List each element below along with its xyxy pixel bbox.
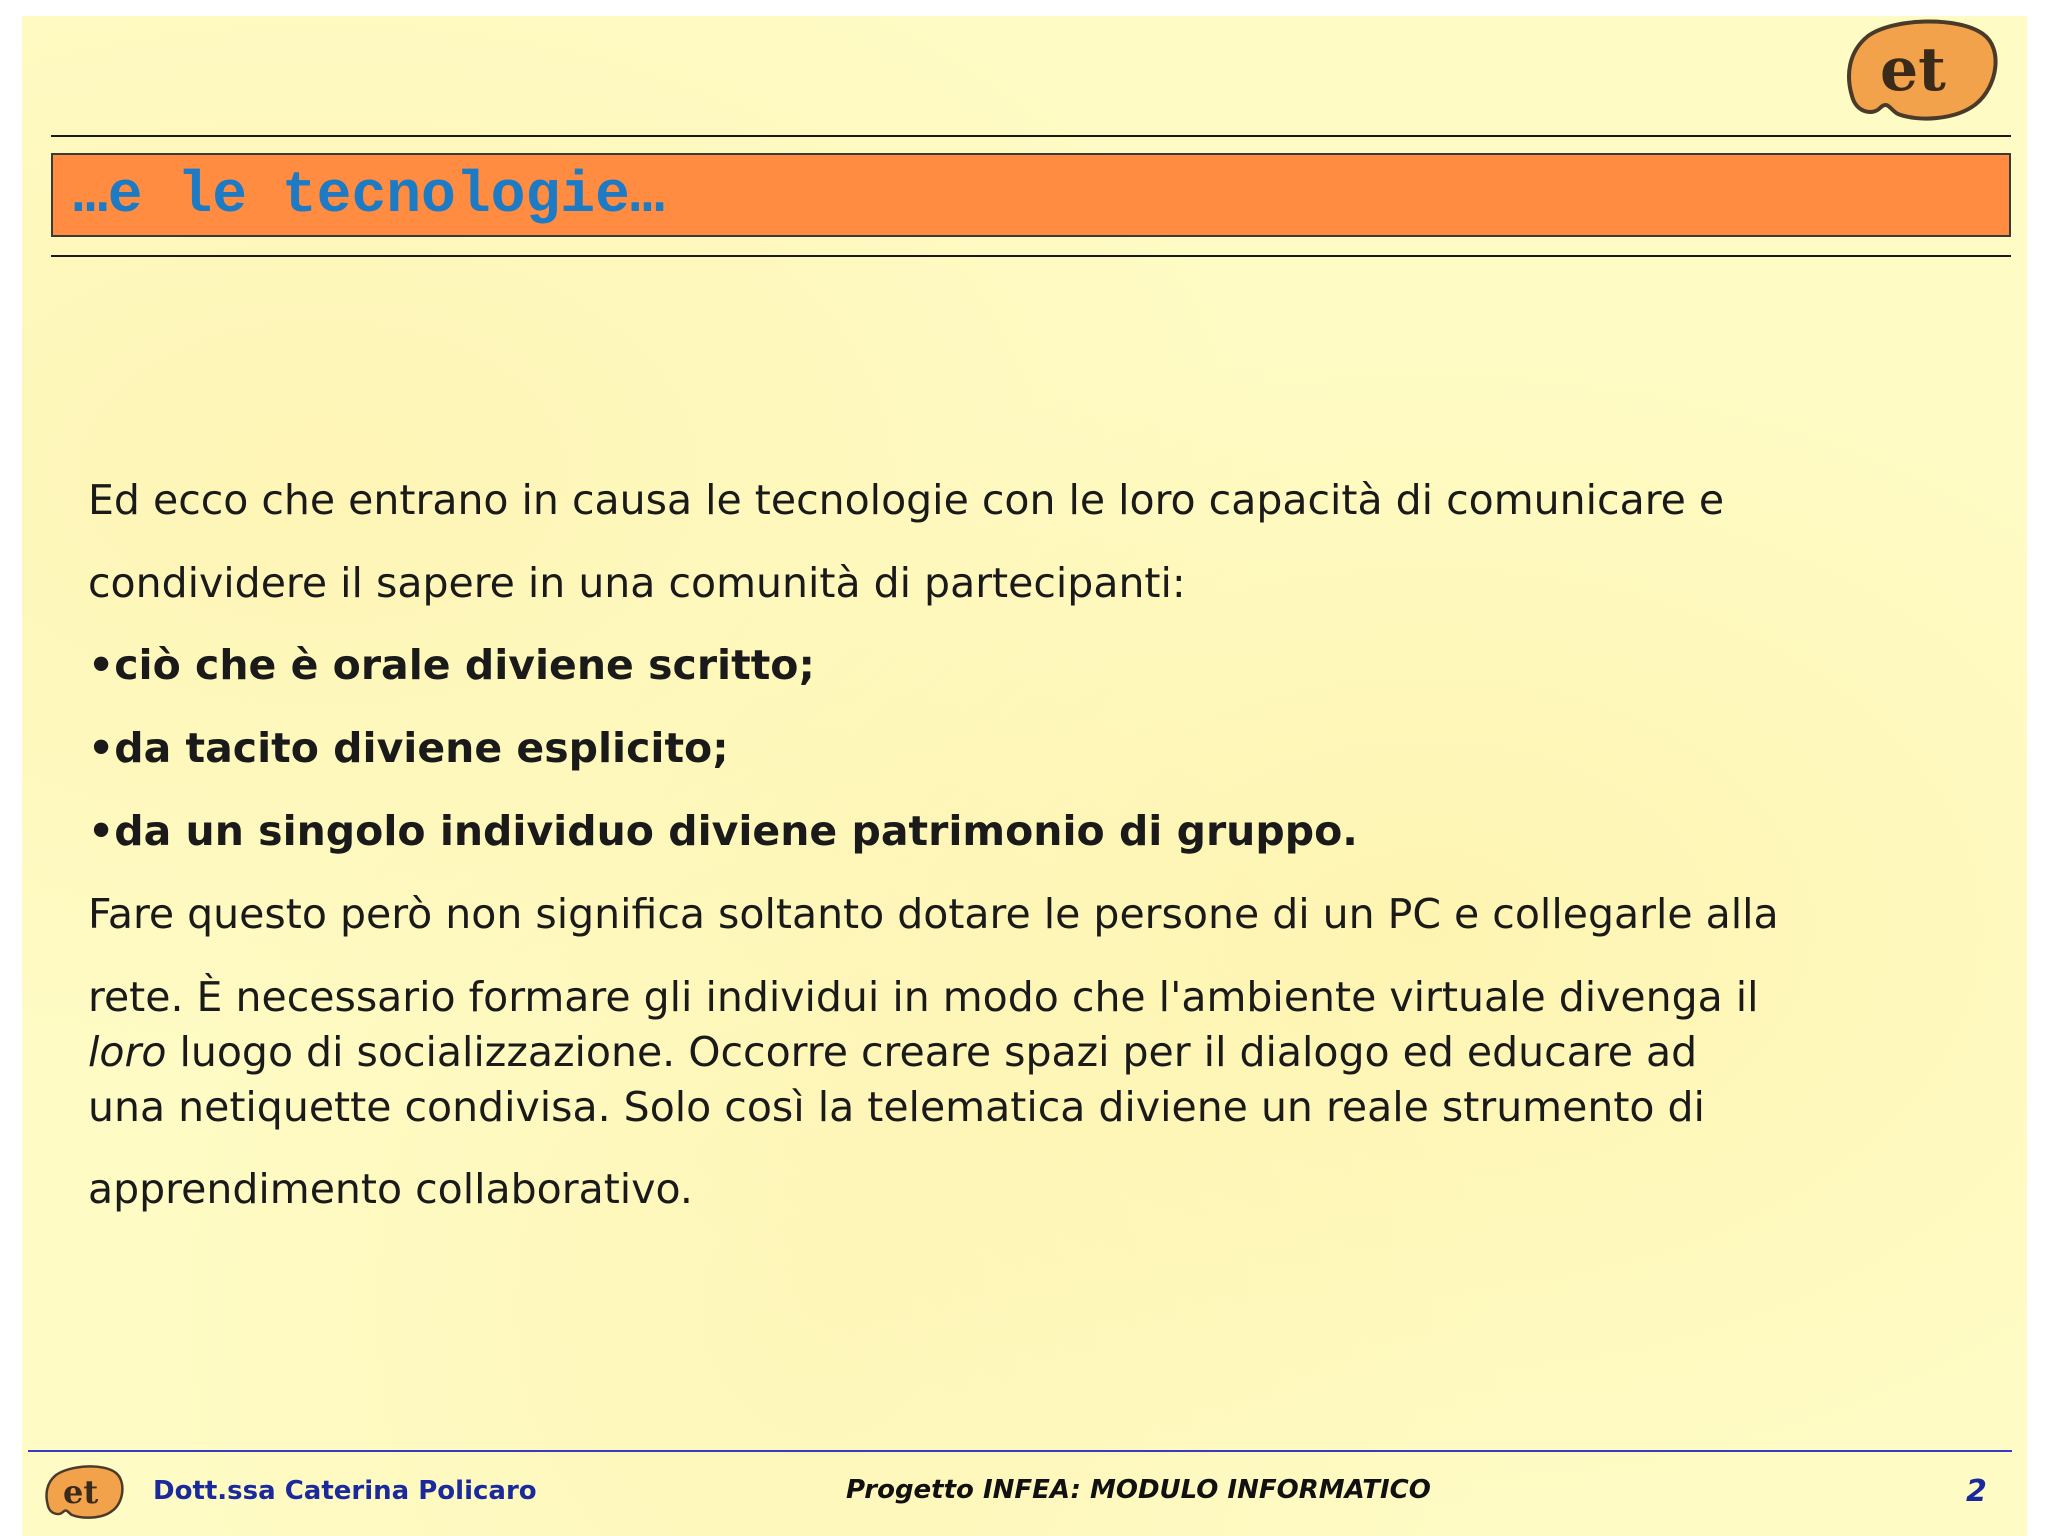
bullet-text: da tacito diviene esplicito; — [114, 724, 729, 772]
et-logo — [1838, 16, 2000, 124]
paragraph-line-4: una netiquette condivisa. Solo così la telematica diviene un reale strumento di — [88, 1083, 1705, 1131]
bullet-symbol: • — [88, 807, 115, 855]
slide-background — [22, 16, 2027, 1536]
intro-line-1: Ed ecco che entrano in causa le tecnologie con le loro capacità di comunicare e — [88, 476, 1725, 524]
header-bottom-rule — [51, 255, 2011, 257]
paragraph-line-2: rete. È necessario formare gli individui in modo che l'ambiente virtuale divenga il — [88, 973, 1759, 1021]
bullet-item — [88, 806, 2008, 856]
header-top-rule — [51, 135, 2011, 137]
slide-title: …e le tecnologie… — [73, 164, 665, 229]
paragraph-italic-word: loro — [88, 1028, 167, 1076]
footer-author: Dott.ssa Caterina Policaro — [153, 1476, 537, 1506]
bullet-item — [88, 723, 2008, 773]
bullet-symbol: • — [88, 641, 115, 689]
footer-logo-letters: et — [63, 1473, 99, 1511]
paragraph-line-1: Fare questo però non significa soltanto dotare le persone di un PC e collegarle alla — [88, 890, 1779, 938]
bullet-item — [88, 640, 2008, 690]
bullet-text: da un singolo individuo diviene patrimonio di gruppo. — [114, 807, 1358, 855]
paragraph-line-5: apprendimento collaborativo. — [88, 1165, 693, 1213]
intro-line-2: condividere il sapere in una comunità di partecipanti: — [88, 559, 1186, 607]
paragraph-line-3-rest: luogo di socializzazione. Occorre creare spazi per il dialogo ed educare ad — [166, 1028, 1698, 1076]
logo-letters: et — [1880, 35, 1946, 105]
footer-et-logo — [42, 1463, 126, 1521]
footer-project: Progetto INFEA: MODULO INFORMATICO — [846, 1475, 1431, 1505]
bullet-text: ciò che è orale diviene scritto; — [114, 641, 815, 689]
bullet-symbol: • — [88, 724, 115, 772]
footer-rule — [28, 1450, 2012, 1452]
title-bar — [51, 153, 2011, 237]
page-number: 2 — [1966, 1474, 1987, 1509]
paragraph-line-3 — [88, 1027, 2008, 1077]
